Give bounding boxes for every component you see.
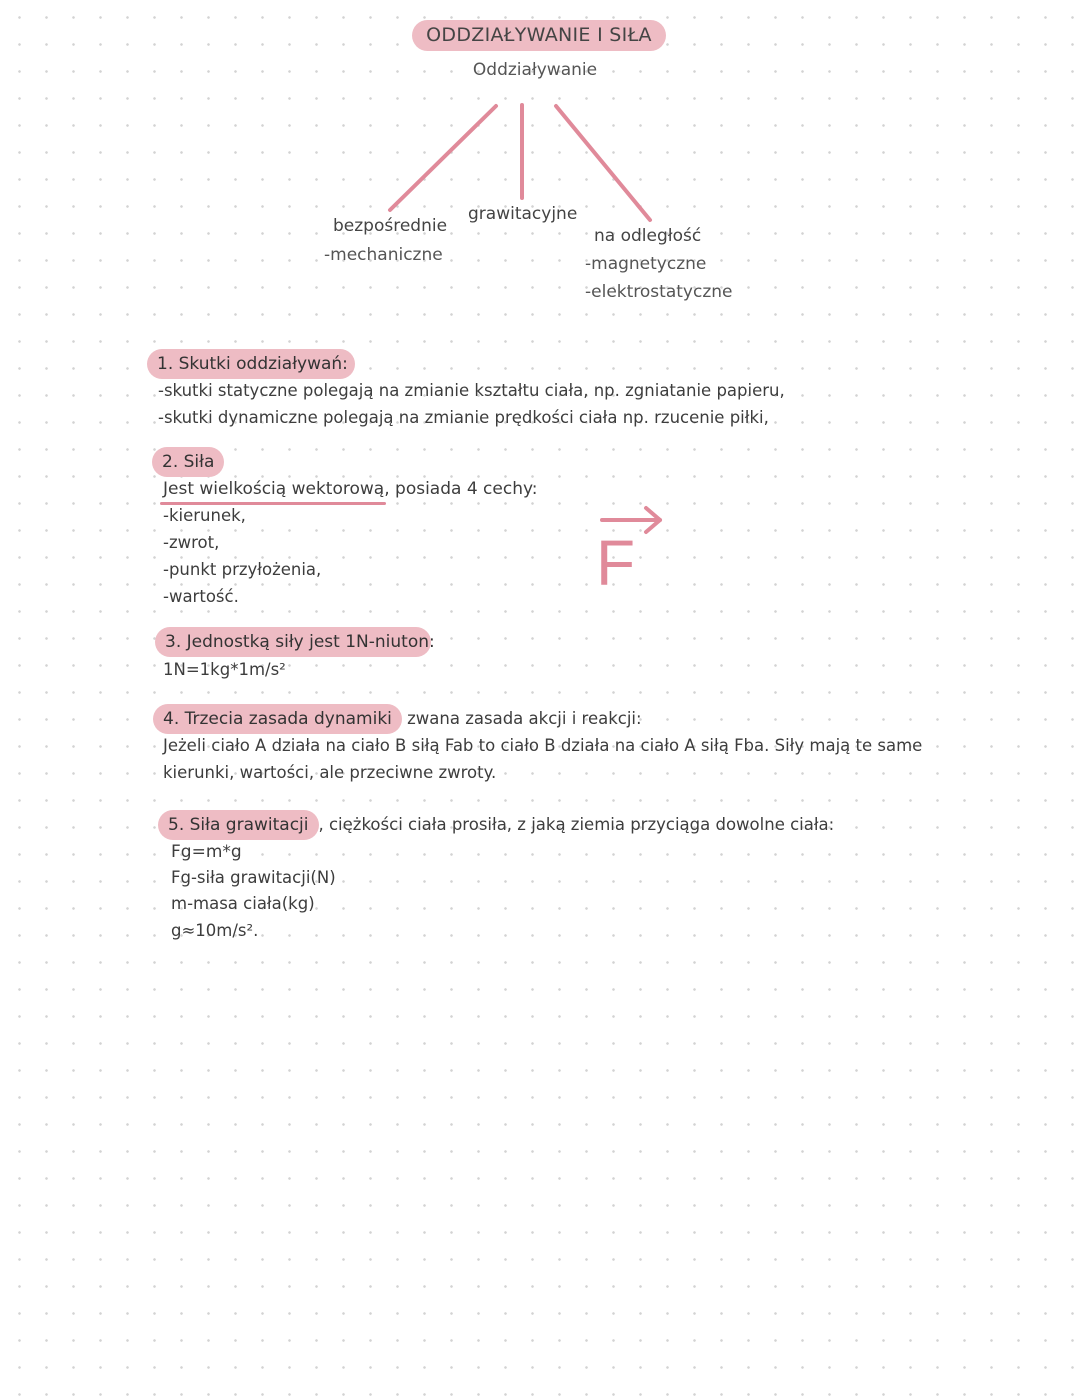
- connector-left: [390, 106, 496, 210]
- section-2-intro-rest: posiada 4 cechy:: [389, 479, 538, 499]
- section-2-intro-underlined: Jest wielkością wektorową,: [163, 479, 390, 499]
- section-1-heading: 1. Skutki oddziaływań:: [147, 349, 355, 379]
- section-1-line: -skutki dynamiczne polegają na zmianie prędkości ciała np. rzucenie piłki,: [158, 408, 769, 427]
- section-2-feature: -punkt przyłożenia,: [163, 560, 322, 579]
- branch-right-item: -magnetyczne: [585, 254, 707, 274]
- section-5-line: g≈10m/s².: [171, 921, 259, 940]
- section-2-feature: -zwrot,: [163, 533, 220, 552]
- branch-left-label: bezpośrednie: [333, 216, 448, 236]
- section-4-line: Jeżeli ciało A działa na ciało B siłą Fab to ciało B działa na ciało A siłą Fba. Siły mają te same: [163, 736, 923, 755]
- branch-middle-label: grawitacyjne: [468, 204, 578, 224]
- section-5-heading-row: [158, 810, 834, 840]
- section-5-line: Fg-siła grawitacji(N): [171, 868, 336, 887]
- force-symbol: F: [596, 527, 636, 599]
- page-title: ODDZIAŁYWANIE I SIŁA: [412, 20, 666, 51]
- section-2-intro: [163, 479, 538, 499]
- section-4-heading-rest: zwana zasada akcji i reakcji:: [401, 709, 642, 728]
- section-5-line: Fg=m*g: [171, 842, 242, 862]
- diagram-center-label: Oddziaływanie: [472, 60, 598, 80]
- branch-left-item: -mechaniczne: [324, 245, 443, 265]
- section-4-heading-row: [153, 704, 642, 734]
- section-2-feature: -kierunek,: [163, 506, 246, 525]
- section-2-underline: [160, 502, 386, 505]
- section-5-heading-rest: , ciężkości ciała prosiła, z jaką ziemia przyciąga dowolne ciała:: [318, 815, 835, 834]
- section-5-heading: 5. Siła grawitacji: [158, 810, 319, 840]
- section-5-line: m-masa ciała(kg): [171, 894, 315, 913]
- section-2-feature: -wartość.: [163, 587, 239, 606]
- section-3-heading: 3. Jednostką siły jest 1N-niuton:: [155, 627, 431, 657]
- section-4-heading: 4. Trzecia zasada dynamiki: [153, 704, 402, 734]
- connector-right: [556, 106, 650, 220]
- section-3-formula: 1N=1kg*1m/s²: [163, 660, 286, 679]
- branch-right-item: -elektrostatyczne: [585, 282, 733, 302]
- section-1-line: -skutki statyczne polegają na zmianie kształtu ciała, np. zgniatanie papieru,: [158, 381, 785, 400]
- section-2-heading: 2. Siła: [152, 447, 224, 477]
- section-4-line: kierunki, wartości, ale przeciwne zwroty.: [163, 763, 497, 782]
- branch-right-label: na odległość: [594, 226, 702, 246]
